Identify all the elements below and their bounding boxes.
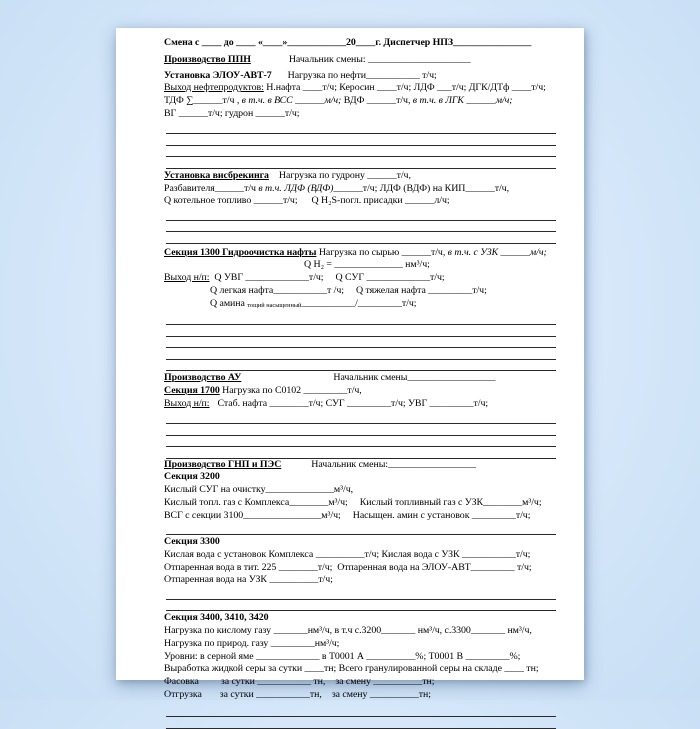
text-segment: Кислый топливный газ с УЗК________м³/ч; [359,496,542,508]
blank-rule [166,337,556,349]
text-segment: Нагрузка по кислому газу _______нм³/ч, в т.ч с.3200_______ нм³/ч, с.3300_______ нм³/ч, [164,625,532,637]
text-segment: в т.ч. в ЛГК [412,95,464,107]
form-line [164,259,556,272]
text-segment: Кислый топл. газ с Комплекса________м³/ч; [164,496,348,508]
text-segment: Начальник смены:__________________ [311,458,476,470]
text-segment: тощий насыщенный [247,301,302,309]
text-segment: Стаб. нафта ________т/ч; СУГ _________т/ч; УВГ _________т/ч; [217,397,489,409]
text-segment: м/ч; [529,246,547,258]
spacer [344,292,356,293]
form-line [164,298,556,313]
text-segment: Кислая вода с установок Комплекса __________т/ч; Кислая вода с УЗК ___________т/ч; [164,548,531,560]
text-segment: Насыщен. амин с установок _________т/ч; [352,509,531,521]
spacer [298,202,312,203]
form-line [164,95,556,108]
text-segment: Нагрузка по природ. газу _________нм³/ч; [164,637,340,649]
form-line [164,625,556,638]
text-segment: Q H₂S-погл. присадки ______л/ч; [311,195,450,207]
form-line [164,183,556,196]
form-line [164,689,556,702]
form-line [164,651,556,664]
blank-rule [166,436,556,448]
text-segment: Выработка жидкой серы за сутки ____тн; Всего гранулированной серы на складе ____ тн; [164,663,539,675]
form-line [164,574,556,587]
text-segment: Смена с ____ до ____ «____»____________20____г. Диспетчер НПЗ________________ [164,37,532,48]
text-segment: ______ [498,246,530,258]
spacer [348,504,360,505]
text-segment: в т.ч. с УЗК [447,246,499,258]
spacer [199,683,221,684]
form-line [164,195,556,208]
text-segment: Нагрузка по нефти___________ т/ч; [287,69,437,81]
section-3400-heading [164,612,556,625]
text-segment: Фасовка [164,676,199,688]
unit-visbreaking-heading [164,170,556,183]
section-ppn-heading [164,54,556,67]
text-segment: м/ч; [495,95,513,107]
text-segment: за сутки ___________тн, [219,689,322,700]
text-segment: Q УВГ _____________т/ч; [209,272,324,284]
text-segment: Q H₂ = ______________ нм³/ч; [304,259,430,271]
text-segment: Производство ППН [164,53,251,65]
section-gnp-pes-heading [164,459,556,472]
blank-rule [166,209,556,221]
text-segment: Отпаренная вода на УЗК __________т/ч; [164,574,333,586]
unit-elou-avt7-line [164,70,556,83]
blank-rule [166,413,556,425]
form-line [164,549,556,562]
form-line [164,562,556,575]
spacer [324,279,336,280]
text-segment: ______т/ч; ЛДФ (ВДФ) на КИП______т/ч, [333,182,510,194]
text-segment: ВДФ ______т/ч, [341,95,413,107]
blank-rule [166,146,556,158]
text-segment: в т.ч. ЛДФ (ВДФ) [258,182,334,194]
text-segment: Выход н/п: [164,272,210,284]
blank-rule [166,424,556,436]
section-1300-heading [164,247,556,260]
spacer [272,77,288,78]
text-segment: в т.ч. в ВСС [241,95,293,107]
form-line [164,484,556,497]
spacer [325,683,335,684]
text-segment: Нагрузка по гудрону ______т/ч, [278,169,411,181]
text-segment: ВСГ с секции 3100________________м³/ч; [164,509,341,521]
form-line [164,676,556,689]
spacer [322,696,332,697]
blank-rule [166,232,556,244]
spacer [241,379,333,380]
text-segment: Разбавителя______т/ч [164,182,259,194]
text-segment: Выход нефтепродуктов: [164,82,264,94]
text-segment: Кислый СУГ на очистку______________м³/ч, [164,484,354,496]
blank-rule [166,314,556,326]
text-segment: Секция 3400, 3410, 3420 [164,612,269,624]
text-segment: за смену __________тн; [331,689,431,700]
text-segment: Начальник смены: _____________________ [288,53,471,65]
blank-rule [166,447,556,459]
form-line [164,285,556,298]
section-au-heading [164,372,556,385]
blank-rule [166,360,556,372]
text-segment: Н.нафта ____т/ч; Керосин ____т/ч; ЛДФ ___т/ч; ДГК/ДТф ____т/ч; [263,82,546,94]
form-line [164,638,556,651]
form-line [164,82,556,95]
blank-rule [166,348,556,360]
text-segment: Секция 1700 [164,384,220,396]
form-line [164,272,556,285]
text-segment: Q легкая нафта___________т /ч; [210,285,344,297]
blank-rule [166,706,556,718]
text-segment: Секция 3200 [164,471,220,483]
spacer [281,466,311,467]
text-segment: Секция 1300 Гидроочистка нафты [164,246,317,258]
section-3200-heading [164,471,556,484]
text-segment: м/ч; [324,95,342,107]
blank-rule [166,325,556,337]
spacer [341,517,353,518]
text-segment: Q котельное топливо ______т/ч; [164,195,298,207]
blank-rule [166,157,556,169]
text-segment: ______ [292,95,325,107]
spacer [269,177,279,178]
blank-rule [166,717,556,729]
text-segment: Отпаренная вода в тит. 225 ________т/ч; Отпаренная вода на ЭЛОУ-АВТ_________ т/ч; [164,561,532,573]
text-segment: Q амина [210,297,248,309]
text-segment: Отгрузка [164,689,202,700]
form-line [164,663,556,676]
text-segment: Секция 3300 [164,536,220,548]
text-segment: Производство ГНП и ПЭС [164,458,282,470]
text-segment: ___________/_________т/ч; [301,297,417,309]
document-page [116,28,584,700]
blank-rule [166,123,556,135]
blank-rule [166,134,556,146]
shift-header-line [164,37,556,50]
text-segment: ______ [463,95,496,107]
text-segment: Выход н/п: [164,397,210,409]
text-segment: ВГ ______т/ч; гудрон ______т/ч; [164,107,300,119]
section-1700-line [164,385,556,398]
form-line [164,398,556,411]
form-line [164,497,556,510]
spacer [202,696,220,697]
text-segment: Установка висбрекинга [164,169,269,181]
text-segment: Производство АУ [164,372,242,384]
text-segment: Установка ЭЛОУ-АВТ-7 [164,69,272,81]
form-line [164,108,556,121]
text-segment: Q тяжелая нафта _________т/ч; [355,285,487,297]
blank-rule [166,600,556,612]
text-segment: за смену __________тн; [335,676,435,688]
blank-rule [166,524,556,536]
section-3300-heading [164,536,556,549]
blank-rule [166,588,556,600]
text-segment: Нагрузка по сырью ______т/ч, [316,246,448,258]
form-line [164,510,556,523]
spacer [251,61,289,62]
text-segment: Уровни: в серной яме _____________ в Т0001 А __________%; Т0001 В _________%; [164,650,521,662]
form-content [164,37,556,700]
blank-rule [166,221,556,233]
text-segment: Нагрузка по С0102 _________т/ч, [219,384,362,396]
text-segment: за сутки ___________ тн, [220,676,326,688]
text-segment: Начальник смены__________________ [333,372,496,384]
text-segment: ТДФ ∑______т/ч , [164,95,242,107]
text-segment: Q СУГ _____________т/ч; [335,272,445,284]
spacer [210,405,218,406]
